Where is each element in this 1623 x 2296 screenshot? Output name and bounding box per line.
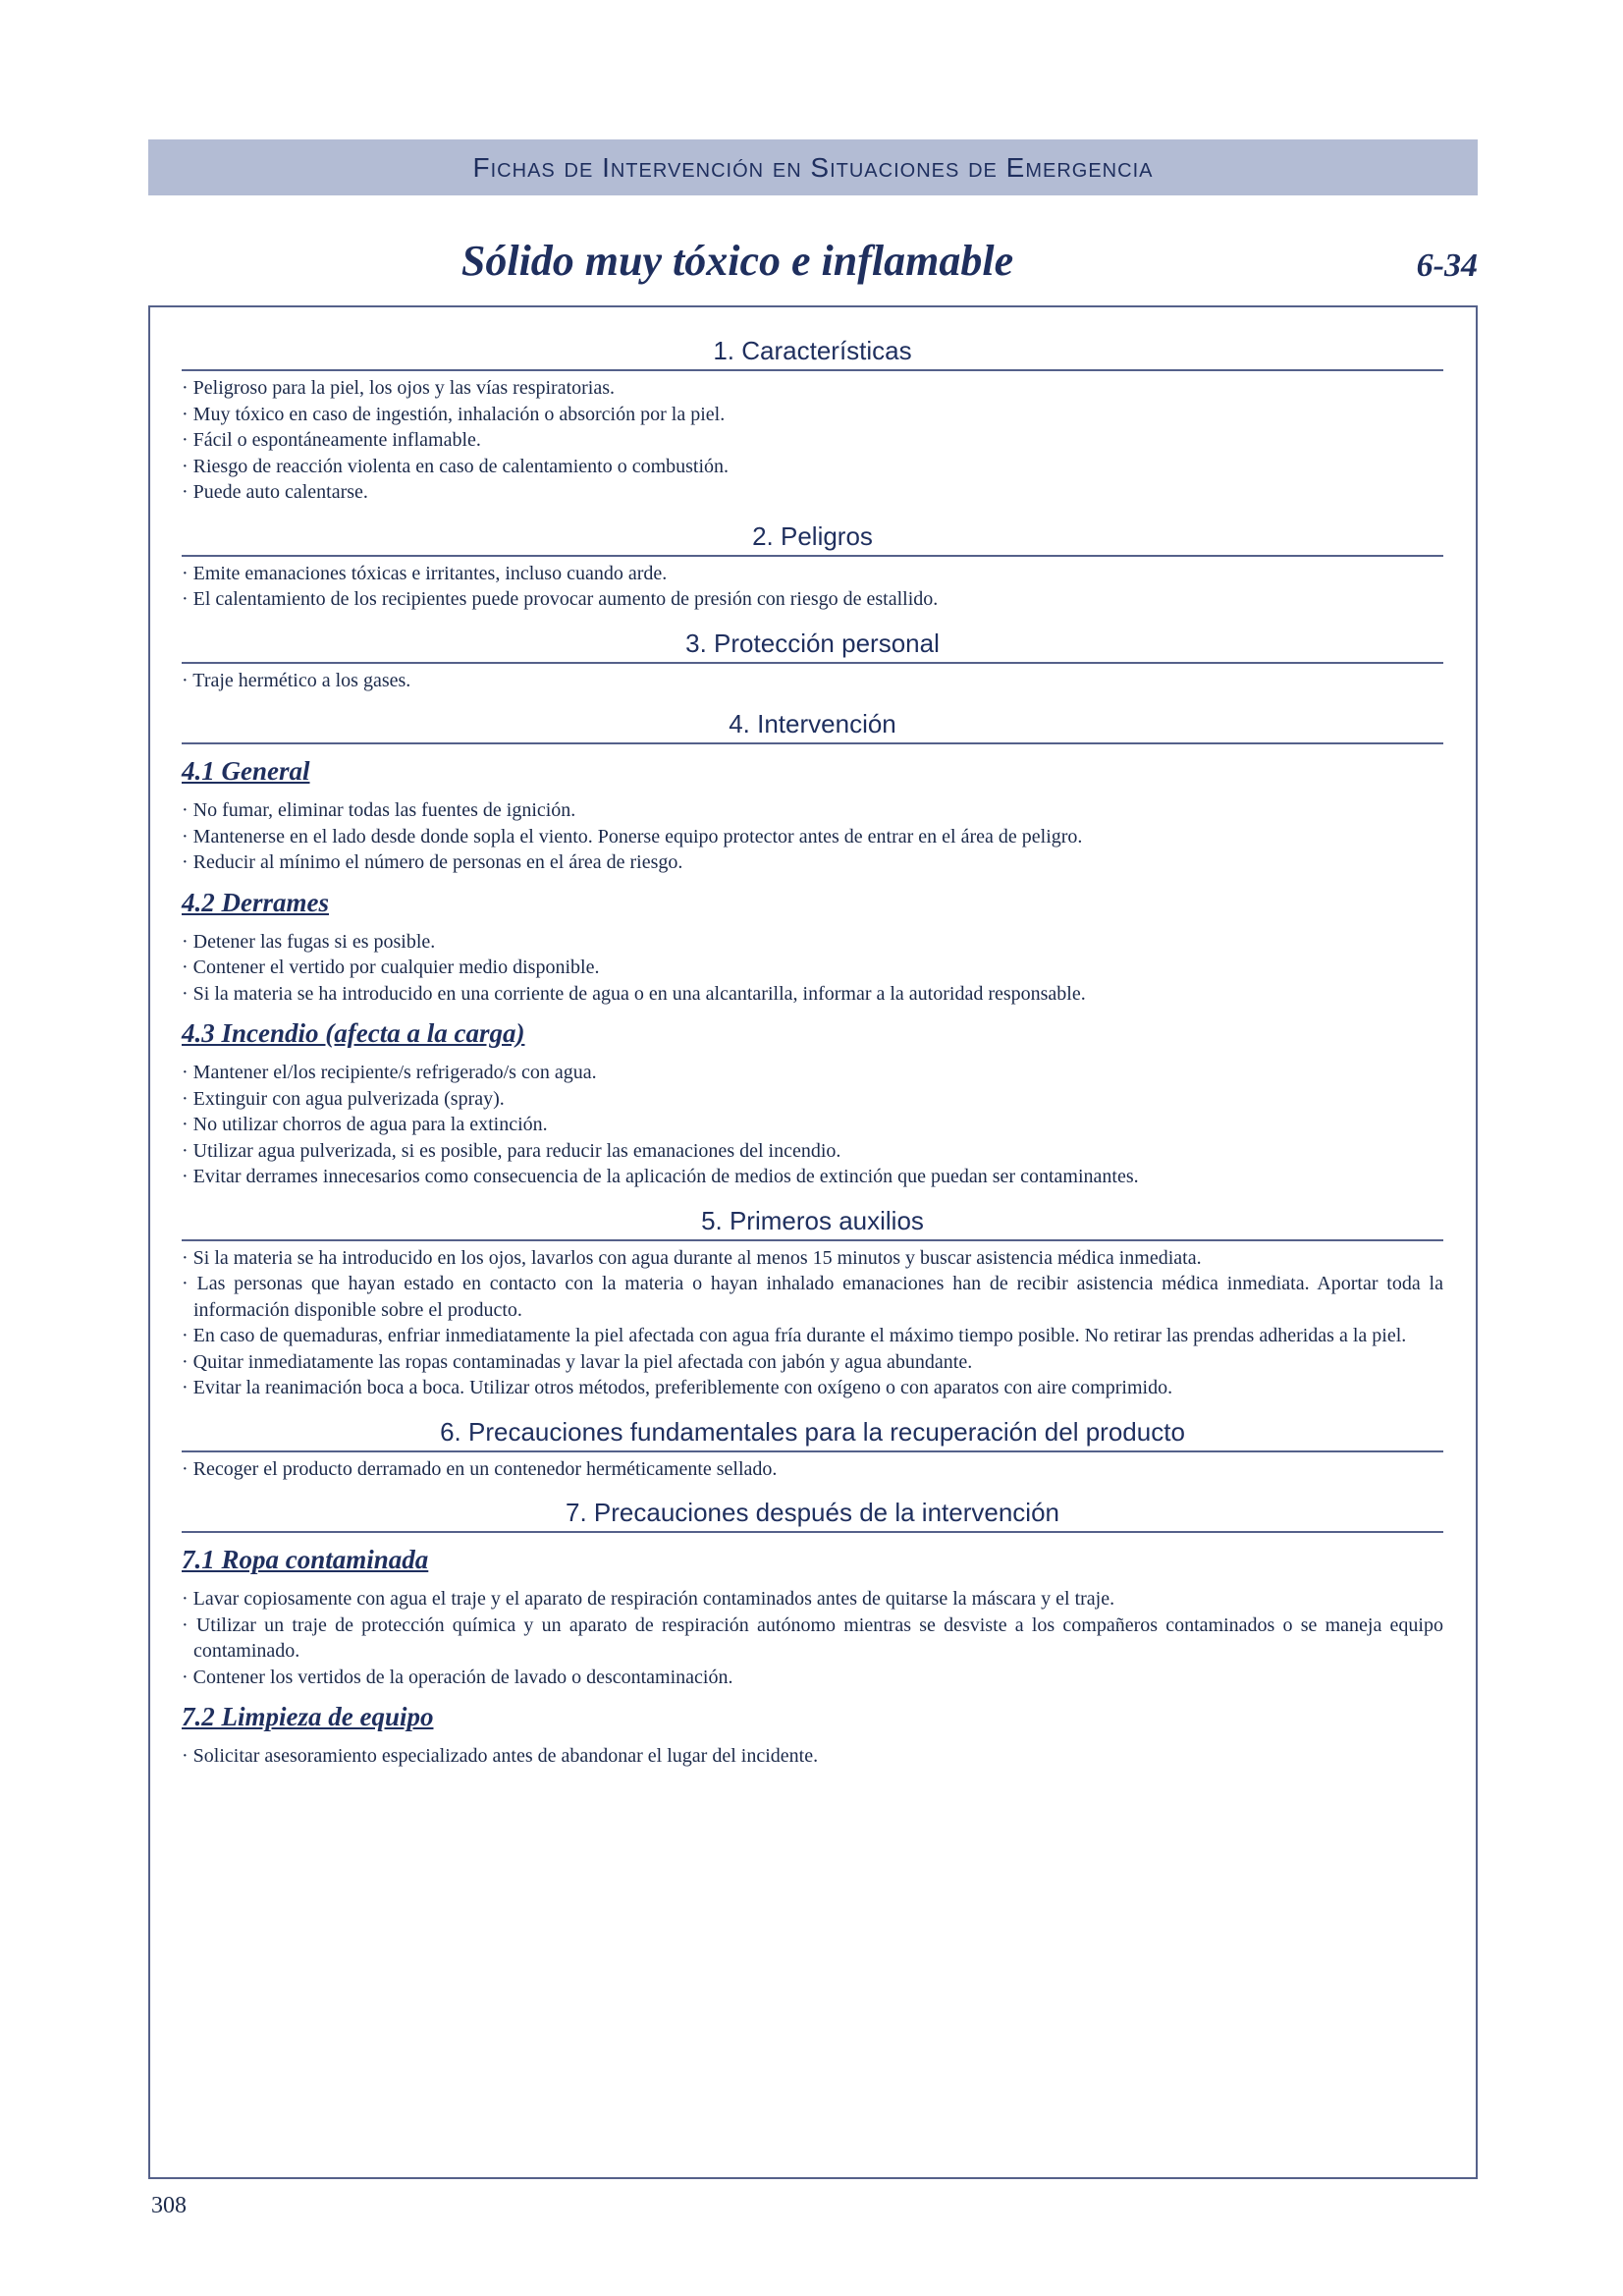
list-item: · Lavar copiosamente con agua el traje y el aparato de respiración contaminados antes de quitarse la máscara y el traje. [182, 1588, 1115, 1610]
list-item: · No fumar, eliminar todas las fuentes de ignición. [182, 799, 576, 821]
subsection-title: 4.2 Derrames [182, 887, 329, 917]
header-band [148, 139, 1478, 195]
content-body [182, 334, 1443, 1770]
list-item: · Fácil o espontáneamente inflamable. [182, 429, 481, 451]
section-title: 7. Precauciones después de la intervención [182, 1496, 1443, 1533]
header-band-text: Fichas de Intervención en Situaciones de Emergencia [472, 151, 1154, 183]
item-list [182, 1586, 1443, 1690]
list-item: · Contener el vertido por cualquier medio disponible. [182, 957, 600, 978]
list-item: · Si la materia se ha introducido en una corriente de agua o en una alcantarilla, informar a la autoridad responsable. [182, 982, 1086, 1005]
list-item: · Las personas que hayan estado en contacto con la materia o hayan inhalado emanaciones han de recibir asistencia médica inmediata. Aportar toda la información disponible sobre el producto. [182, 1273, 1443, 1321]
list-item: · Riesgo de reacción violenta en caso de calentamiento o combustión. [182, 455, 730, 477]
subsection-title: 7.2 Limpieza de equipo [182, 1702, 434, 1731]
list-item: · Emite emanaciones tóxicas e irritantes, incluso cuando arde. [182, 562, 668, 584]
document-code: 6-34 [1416, 247, 1478, 284]
subsection-title: 4.3 Incendio (afecta a la carga) [182, 1018, 525, 1048]
subsection-title: 7.1 Ropa contaminada [182, 1545, 429, 1574]
list-item: · Traje hermético a los gases. [182, 669, 411, 691]
list-item: · En caso de quemaduras, enfriar inmediatamente la piel afectada con agua fría durante el máximo tiempo posible. No retirar las prendas adheridas a la piel. [182, 1325, 1407, 1346]
item-list [182, 1245, 1443, 1401]
item-list [182, 1060, 1443, 1190]
item-list [182, 375, 1443, 506]
list-item: · Utilizar agua pulverizada, si es posible, para reducir las emanaciones del incendio. [182, 1139, 841, 1162]
item-list [182, 561, 1443, 613]
document-title: Sólido muy tóxico e inflamable [460, 237, 1014, 285]
list-item: · Muy tóxico en caso de ingestión, inhalación o absorción por la piel. [182, 403, 726, 425]
item-list [182, 1743, 1443, 1770]
list-item: · Solicitar asesoramiento especializado antes de abandonar el lugar del incidente. [182, 1745, 819, 1767]
list-item: · Si la materia se ha introducido en los ojos, lavarlos con agua durante al menos 15 minutos y buscar asistencia médica inmediata. [182, 1246, 1202, 1269]
item-list [182, 1456, 1443, 1483]
list-item: · Contener los vertidos de la operación de lavado o descontaminación. [182, 1666, 733, 1688]
list-item: · Mantenerse en el lado desde donde sopla el viento. Ponerse equipo protector antes de entrar en el área de peligro. [182, 825, 1083, 847]
list-item: · Extinguir con agua pulverizada (spray). [182, 1087, 505, 1110]
list-item: · No utilizar chorros de agua para la extinción. [182, 1114, 548, 1135]
list-item: · Puede auto calentarse. [182, 481, 368, 503]
list-item: · Evitar la reanimación boca a boca. Utilizar otros métodos, preferiblemente con oxígeno o con aparatos con aire comprimido. [182, 1377, 1173, 1398]
list-item: · Quitar inmediatamente las ropas contaminadas y lavar la piel afectada con jabón y agua abundante. [182, 1350, 973, 1373]
item-list [182, 797, 1443, 876]
list-item: · Evitar derrames innecesarios como consecuencia de la aplicación de medios de extinción que puedan ser contaminantes. [182, 1166, 1139, 1187]
section-title: 6. Precauciones fundamentales para la recuperación del producto [182, 1415, 1443, 1452]
section-title: 4. Intervención [182, 707, 1443, 744]
list-item: · Peligroso para la piel, los ojos y las vías respiratorias. [182, 377, 616, 399]
list-item: · Detener las fugas si es posible. [182, 930, 436, 953]
list-item: · Mantener el/los recipiente/s refrigerado/s con agua. [182, 1062, 597, 1083]
list-item: · Utilizar un traje de protección química y un aparato de respiración autónomo mientras se desviste a los compañeros contaminados o se maneja equipo contaminado. [182, 1613, 1443, 1662]
list-item: · Reducir al mínimo el número de personas en el área de riesgo. [182, 851, 683, 873]
section-title: 3. Protección personal [182, 627, 1443, 664]
page-number: 308 [151, 2193, 187, 2218]
list-item: · El calentamiento de los recipientes puede provocar aumento de presión con riesgo de estallido. [182, 588, 939, 610]
section-title: 1. Características [182, 334, 1443, 371]
list-item: · Recoger el producto derramado en un contenedor herméticamente sellado. [182, 1457, 778, 1480]
item-list [182, 668, 1443, 694]
section-title: 5. Primeros auxilios [182, 1204, 1443, 1241]
item-list [182, 929, 1443, 1008]
subsection-title: 4.1 General [182, 756, 310, 786]
section-title: 2. Peligros [182, 519, 1443, 557]
